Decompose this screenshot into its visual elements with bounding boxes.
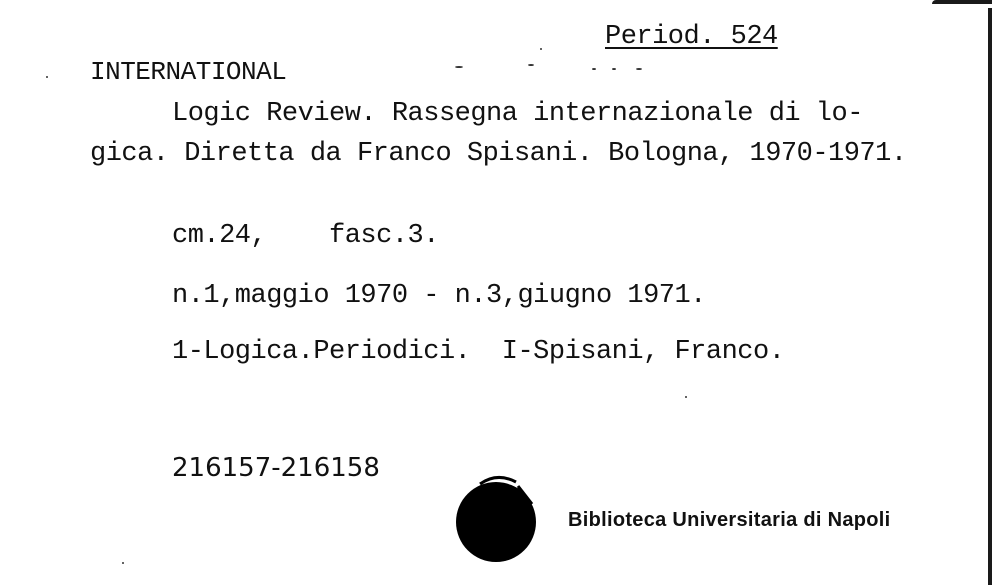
physical-description: cm.24, fasc.3. [172,221,439,251]
library-stamp: Biblioteca Universitaria di Napoli [568,509,891,531]
card-edge-top [932,0,992,4]
ink-speck [528,64,534,66]
inventory-numbers: 216157-216158 [172,453,380,483]
card-edge-right [988,8,992,585]
ink-speck [122,562,124,564]
library-seal-icon [452,464,542,564]
title-line-2: gica. Diretta da Franco Spisani. Bologna, 1970-1971. [90,139,907,169]
holdings-range: n.1,maggio 1970 - n.3,giugno 1971. [172,281,706,311]
heading-entry: INTERNATIONAL [90,57,287,87]
ink-speck [46,76,48,78]
title-line-1: Logic Review. Rassegna internazionale di lo- [172,99,863,129]
shelfmark: Period. 524 [605,22,778,52]
ink-speck [592,68,596,70]
ink-speck [685,396,687,398]
ink-speck [455,66,463,68]
ink-speck [540,48,542,50]
subject-entries: 1-Logica.Periodici. I-Spisani, Franco. [172,337,785,367]
ink-speck [612,68,616,70]
ink-speck [636,68,642,70]
